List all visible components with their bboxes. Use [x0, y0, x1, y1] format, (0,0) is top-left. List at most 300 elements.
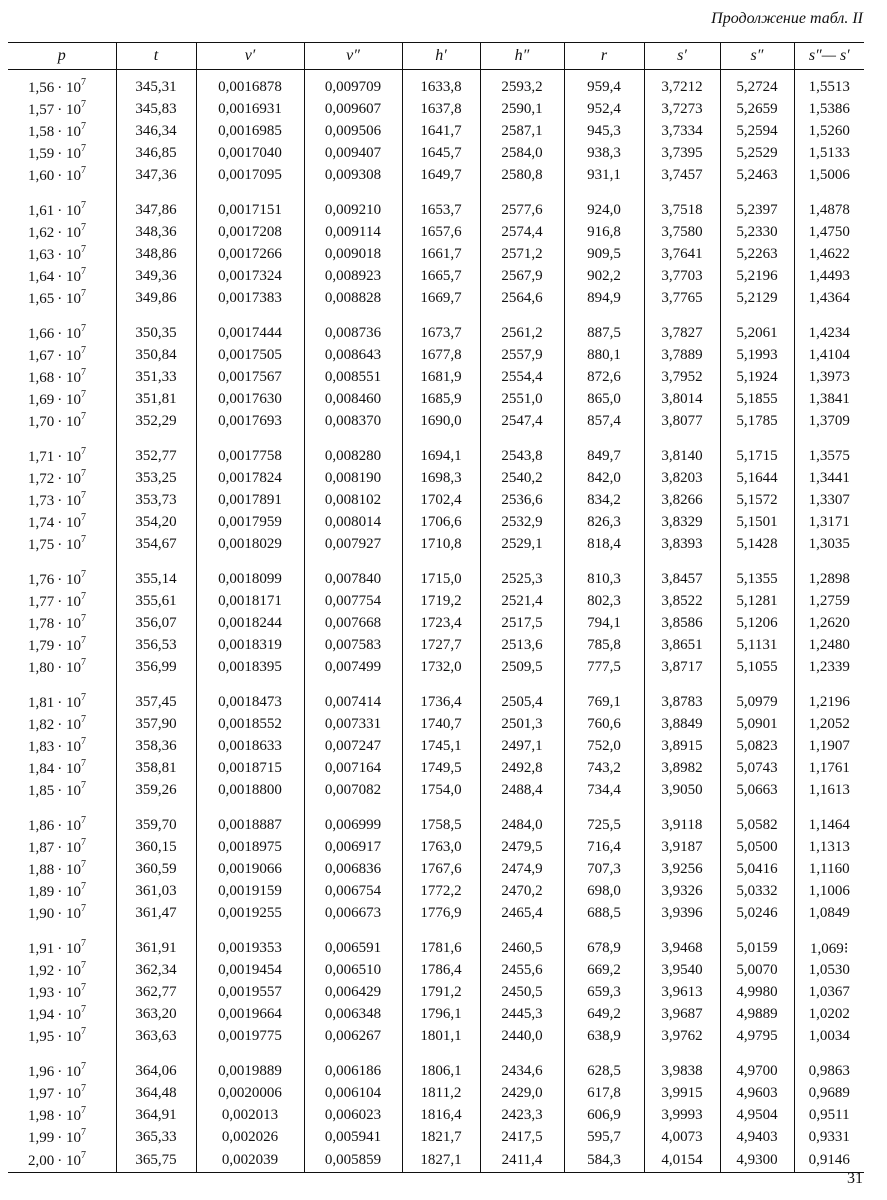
table-cell: 3,7641	[644, 243, 720, 265]
table-row	[8, 388, 864, 410]
pressure-exponent: 7	[81, 590, 86, 602]
table-cell: 348,86	[116, 243, 196, 265]
pressure-cell	[8, 445, 116, 467]
pressure-cell	[8, 814, 116, 836]
table-cell: 1,069⁝	[794, 937, 864, 959]
pressure-multiplier: · 10	[57, 1129, 81, 1146]
table-cell: 1698,3	[402, 467, 480, 489]
pressure-cell	[8, 691, 116, 713]
table-cell: 3,8266	[644, 489, 720, 511]
table-cell: 362,77	[116, 981, 196, 1003]
table-cell: 0,0017959	[196, 511, 304, 533]
table-cell: 909,5	[564, 243, 644, 265]
table-cell: 0,008736	[304, 322, 402, 344]
pressure-mantissa: 1,68	[28, 369, 55, 386]
spacer-cell	[480, 801, 564, 814]
table-cell: 1736,4	[402, 691, 480, 713]
table-cell: 2540,2	[480, 467, 564, 489]
table-row	[8, 1104, 864, 1126]
table-cell: 2465,4	[480, 902, 564, 924]
table-cell: 0,0017444	[196, 322, 304, 344]
pressure-mantissa: 1,88	[28, 861, 55, 878]
table-cell: 595,7	[564, 1126, 644, 1148]
pressure-cell	[8, 656, 116, 678]
table-cell: 5,0416	[720, 858, 794, 880]
table-cell: 0,0017095	[196, 164, 304, 186]
table-row	[8, 634, 864, 656]
table-cell: 4,9795	[720, 1025, 794, 1047]
table-cell: 345,83	[116, 98, 196, 120]
pressure-multiplier: · 10	[57, 615, 81, 632]
table-cell: 361,47	[116, 902, 196, 924]
pressure-exponent: 7	[81, 410, 86, 422]
spacer-cell	[402, 186, 480, 199]
table-cell: 1786,4	[402, 959, 480, 981]
pressure-mantissa: 1,87	[28, 839, 55, 856]
table-cell: 2593,2	[480, 70, 564, 99]
table-cell: 2450,5	[480, 981, 564, 1003]
table-cell: 887,5	[564, 322, 644, 344]
pressure-mantissa: 1,74	[28, 514, 55, 531]
column-header: t	[116, 43, 196, 70]
spacer-cell	[196, 555, 304, 568]
spacer-cell	[8, 924, 116, 937]
table-cell: 5,1785	[720, 410, 794, 432]
table-cell: 5,1993	[720, 344, 794, 366]
table-cell: 678,9	[564, 937, 644, 959]
table-cell: 2547,4	[480, 410, 564, 432]
table-cell: 3,7273	[644, 98, 720, 120]
table-cell: 361,03	[116, 880, 196, 902]
table-cell: 1,3709	[794, 410, 864, 432]
table-row	[8, 287, 864, 309]
table-cell: 0,0019664	[196, 1003, 304, 1025]
table-cell: 356,07	[116, 612, 196, 634]
group-spacer	[8, 924, 864, 937]
table-cell: 0,0019557	[196, 981, 304, 1003]
table-row	[8, 902, 864, 924]
table-cell: 0,008923	[304, 265, 402, 287]
table-cell: 365,33	[116, 1126, 196, 1148]
pressure-exponent: 7	[81, 1060, 86, 1072]
pressure-multiplier: · 10	[57, 962, 81, 979]
spacer-cell	[644, 678, 720, 691]
pressure-exponent: 7	[81, 959, 86, 971]
table-cell: 5,1715	[720, 445, 794, 467]
table-cell: 1690,0	[402, 410, 480, 432]
table-cell: 3,8457	[644, 568, 720, 590]
table-row	[8, 120, 864, 142]
table-cell: 2501,3	[480, 713, 564, 735]
pressure-exponent: 7	[81, 265, 86, 277]
spacer-cell	[720, 678, 794, 691]
table-cell: 0,002013	[196, 1104, 304, 1126]
table-cell: 5,0979	[720, 691, 794, 713]
table-cell: 2484,0	[480, 814, 564, 836]
table-row	[8, 511, 864, 533]
table-cell: 1,5133	[794, 142, 864, 164]
table-cell: 5,0582	[720, 814, 794, 836]
table-cell: 0,008828	[304, 287, 402, 309]
spacer-cell	[196, 801, 304, 814]
spacer-cell	[794, 678, 864, 691]
pressure-exponent: 7	[81, 1025, 86, 1037]
pressure-multiplier: · 10	[57, 514, 81, 531]
pressure-cell	[8, 120, 116, 142]
table-cell: 0,0017824	[196, 467, 304, 489]
table-cell: 5,2263	[720, 243, 794, 265]
pressure-multiplier: · 10	[57, 637, 81, 654]
spacer-cell	[8, 432, 116, 445]
table-cell: 0,0017693	[196, 410, 304, 432]
table-cell: 1677,8	[402, 344, 480, 366]
pressure-cell	[8, 287, 116, 309]
table-cell: 0,006104	[304, 1082, 402, 1104]
pressure-multiplier: · 10	[57, 246, 81, 263]
table-cell: 0,0016878	[196, 70, 304, 99]
table-cell: 3,7952	[644, 366, 720, 388]
table-cell: 0,007164	[304, 757, 402, 779]
pressure-exponent: 7	[81, 880, 86, 892]
table-row	[8, 164, 864, 186]
pressure-exponent: 7	[81, 814, 86, 826]
steam-properties-table	[8, 42, 864, 1173]
table-cell: 0,009709	[304, 70, 402, 99]
spacer-cell	[116, 1047, 196, 1060]
table-cell: 3,7765	[644, 287, 720, 309]
table-cell: 2536,6	[480, 489, 564, 511]
pressure-cell	[8, 142, 116, 164]
table-cell: 826,3	[564, 511, 644, 533]
pressure-cell	[8, 344, 116, 366]
table-cell: 2580,8	[480, 164, 564, 186]
pressure-cell	[8, 221, 116, 243]
table-cell: 0,006429	[304, 981, 402, 1003]
table-cell: 5,2594	[720, 120, 794, 142]
pressure-mantissa: 1,99	[28, 1129, 55, 1146]
table-row	[8, 757, 864, 779]
pressure-multiplier: · 10	[57, 167, 81, 184]
table-cell: 1685,9	[402, 388, 480, 410]
table-cell: 0,006267	[304, 1025, 402, 1047]
spacer-cell	[196, 678, 304, 691]
table-cell: 1,3307	[794, 489, 864, 511]
table-cell: 356,53	[116, 634, 196, 656]
table-cell: 0,007840	[304, 568, 402, 590]
pressure-mantissa: 1,77	[28, 593, 55, 610]
table-cell: 5,2330	[720, 221, 794, 243]
pressure-cell	[8, 467, 116, 489]
pressure-exponent: 7	[81, 445, 86, 457]
pressure-exponent: 7	[81, 98, 86, 110]
pressure-mantissa: 1,58	[28, 123, 55, 140]
table-cell: 0,0018800	[196, 779, 304, 801]
table-row	[8, 981, 864, 1003]
table-cell: 1694,1	[402, 445, 480, 467]
column-header: p	[8, 43, 116, 70]
pressure-mantissa: 1,79	[28, 637, 55, 654]
table-cell: 3,7827	[644, 322, 720, 344]
pressure-mantissa: 1,65	[28, 290, 55, 307]
pressure-multiplier: · 10	[57, 659, 81, 676]
table-cell: 0,006023	[304, 1104, 402, 1126]
table-cell: 1,4750	[794, 221, 864, 243]
pressure-exponent: 7	[81, 164, 86, 176]
table-cell: 2521,4	[480, 590, 564, 612]
table-cell: 1,2052	[794, 713, 864, 735]
table-cell: 1669,7	[402, 287, 480, 309]
table-cell: 0,006510	[304, 959, 402, 981]
table-cell: 0,0017383	[196, 287, 304, 309]
table-cell: 0,0019066	[196, 858, 304, 880]
pressure-cell	[8, 98, 116, 120]
spacer-cell	[8, 309, 116, 322]
column-header: r	[564, 43, 644, 70]
table-cell: 857,4	[564, 410, 644, 432]
pressure-multiplier: · 10	[57, 839, 81, 856]
table-cell: 362,34	[116, 959, 196, 981]
table-cell: 0,009607	[304, 98, 402, 120]
table-row	[8, 959, 864, 981]
table-cell: 356,99	[116, 656, 196, 678]
spacer-cell	[794, 555, 864, 568]
table-cell: 1,4234	[794, 322, 864, 344]
spacer-cell	[644, 432, 720, 445]
table-row	[8, 322, 864, 344]
table-cell: 1727,7	[402, 634, 480, 656]
pressure-exponent: 7	[81, 937, 86, 949]
pressure-mantissa: 1,94	[28, 1006, 55, 1023]
spacer-cell	[304, 555, 402, 568]
pressure-cell	[8, 981, 116, 1003]
pressure-cell	[8, 634, 116, 656]
pressure-multiplier: · 10	[57, 268, 81, 285]
pressure-mantissa: 1,83	[28, 738, 55, 755]
table-cell: 353,73	[116, 489, 196, 511]
table-cell: 5,0500	[720, 836, 794, 858]
table-row	[8, 1082, 864, 1104]
pressure-mantissa: 1,95	[28, 1028, 55, 1045]
table-cell: 0,0019454	[196, 959, 304, 981]
table-cell: 3,9118	[644, 814, 720, 836]
spacer-cell	[196, 432, 304, 445]
table-cell: 354,67	[116, 533, 196, 555]
table-cell: 0,0017505	[196, 344, 304, 366]
table-cell: 1,4493	[794, 265, 864, 287]
pressure-exponent: 7	[81, 1126, 86, 1138]
spacer-cell	[794, 432, 864, 445]
pressure-mantissa: 1,60	[28, 167, 55, 184]
spacer-cell	[480, 309, 564, 322]
pressure-multiplier: · 10	[57, 448, 81, 465]
table-cell: 1710,8	[402, 533, 480, 555]
table-cell: 3,9540	[644, 959, 720, 981]
spacer-cell	[644, 309, 720, 322]
table-cell: 2517,5	[480, 612, 564, 634]
table-cell: 1,3171	[794, 511, 864, 533]
table-cell: 0,007499	[304, 656, 402, 678]
spacer-cell	[794, 1047, 864, 1060]
pressure-cell	[8, 322, 116, 344]
spacer-cell	[304, 432, 402, 445]
pressure-multiplier: · 10	[57, 536, 81, 553]
pressure-mantissa: 1,72	[28, 470, 55, 487]
spacer-cell	[480, 186, 564, 199]
table-cell: 364,48	[116, 1082, 196, 1104]
pressure-multiplier: · 10	[57, 369, 81, 386]
pressure-mantissa: 1,78	[28, 615, 55, 632]
table-row	[8, 735, 864, 757]
spacer-cell	[644, 801, 720, 814]
table-cell: 1776,9	[402, 902, 480, 924]
spacer-cell	[304, 801, 402, 814]
table-cell: 0,007668	[304, 612, 402, 634]
spacer-cell	[196, 1047, 304, 1060]
table-cell: 0,0017208	[196, 221, 304, 243]
pressure-cell	[8, 70, 116, 99]
spacer-cell	[304, 1047, 402, 1060]
table-cell: 1,1006	[794, 880, 864, 902]
spacer-cell	[8, 555, 116, 568]
table-cell: 1,4364	[794, 287, 864, 309]
table-cell: 346,34	[116, 120, 196, 142]
table-cell: 0,006754	[304, 880, 402, 902]
table-cell: 3,7580	[644, 221, 720, 243]
pressure-mantissa: 1,63	[28, 246, 55, 263]
table-cell: 5,0070	[720, 959, 794, 981]
group-spacer	[8, 678, 864, 691]
table-cell: 802,3	[564, 590, 644, 612]
table-cell: 352,29	[116, 410, 196, 432]
table-cell: 1732,0	[402, 656, 480, 678]
pressure-multiplier: · 10	[57, 883, 81, 900]
pressure-multiplier: · 10	[57, 391, 81, 408]
pressure-exponent: 7	[81, 1082, 86, 1094]
table-cell: 1,4104	[794, 344, 864, 366]
pressure-exponent: 7	[81, 388, 86, 400]
pressure-exponent: 7	[81, 836, 86, 848]
column-header: s″	[720, 43, 794, 70]
spacer-cell	[644, 924, 720, 937]
table-row	[8, 445, 864, 467]
table-cell: 1645,7	[402, 142, 480, 164]
group-spacer	[8, 309, 864, 322]
pressure-mantissa: 1,57	[28, 101, 55, 118]
table-cell: 931,1	[564, 164, 644, 186]
table-row	[8, 590, 864, 612]
spacer-cell	[564, 555, 644, 568]
table-cell: 4,9504	[720, 1104, 794, 1126]
table-cell: 842,0	[564, 467, 644, 489]
pressure-exponent: 7	[81, 1104, 86, 1116]
table-cell: 0,002026	[196, 1126, 304, 1148]
table-row	[8, 98, 864, 120]
spacer-cell	[720, 309, 794, 322]
pressure-cell	[8, 366, 116, 388]
table-cell: 359,26	[116, 779, 196, 801]
table-cell: 3,7395	[644, 142, 720, 164]
table-cell: 0,0017630	[196, 388, 304, 410]
table-cell: 1673,7	[402, 322, 480, 344]
table-cell: 1,4878	[794, 199, 864, 221]
pressure-cell	[8, 1003, 116, 1025]
table-cell: 0,0017324	[196, 265, 304, 287]
spacer-cell	[794, 924, 864, 937]
group-spacer	[8, 432, 864, 445]
table-cell: 5,1572	[720, 489, 794, 511]
pressure-mantissa: 1,81	[28, 694, 55, 711]
table-cell: 785,8	[564, 634, 644, 656]
table-cell: 355,61	[116, 590, 196, 612]
pressure-exponent: 7	[81, 322, 86, 334]
table-cell: 0,0017266	[196, 243, 304, 265]
table-row	[8, 199, 864, 221]
table-cell: 5,1644	[720, 467, 794, 489]
spacer-cell	[8, 801, 116, 814]
table-cell: 357,90	[116, 713, 196, 735]
table-cell: 1,2620	[794, 612, 864, 634]
pressure-multiplier: · 10	[57, 782, 81, 799]
table-cell: 818,4	[564, 533, 644, 555]
table-cell: 1723,4	[402, 612, 480, 634]
table-cell: 3,8717	[644, 656, 720, 678]
pressure-multiplier: · 10	[57, 716, 81, 733]
table-cell: 2411,4	[480, 1148, 564, 1173]
table-cell: 3,9915	[644, 1082, 720, 1104]
pressure-exponent: 7	[81, 1003, 86, 1015]
table-cell: 0,008190	[304, 467, 402, 489]
table-cell: 2525,3	[480, 568, 564, 590]
table-cell: 769,1	[564, 691, 644, 713]
spacer-cell	[304, 186, 402, 199]
column-header: h′	[402, 43, 480, 70]
table-cell: 5,0823	[720, 735, 794, 757]
table-cell: 3,8915	[644, 735, 720, 757]
spacer-cell	[720, 801, 794, 814]
spacer-cell	[794, 801, 864, 814]
spacer-cell	[402, 309, 480, 322]
table-cell: 358,36	[116, 735, 196, 757]
table-row	[8, 142, 864, 164]
table-cell: 1,0034	[794, 1025, 864, 1047]
table-row	[8, 779, 864, 801]
pressure-multiplier: · 10	[57, 760, 81, 777]
spacer-cell	[564, 924, 644, 937]
table-cell: 5,2061	[720, 322, 794, 344]
table-cell: 1633,8	[402, 70, 480, 99]
table-cell: 0,9511	[794, 1104, 864, 1126]
pressure-mantissa: 1,64	[28, 268, 55, 285]
pressure-exponent: 7	[81, 287, 86, 299]
pressure-mantissa: 1,73	[28, 492, 55, 509]
spacer-cell	[720, 1047, 794, 1060]
table-cell: 357,45	[116, 691, 196, 713]
table-cell: 0,006348	[304, 1003, 402, 1025]
table-cell: 0,005941	[304, 1126, 402, 1148]
spacer-cell	[402, 678, 480, 691]
table-cell: 0,006999	[304, 814, 402, 836]
pressure-cell	[8, 959, 116, 981]
table-row	[8, 568, 864, 590]
table-cell: 1665,7	[402, 265, 480, 287]
table-cell: 2479,5	[480, 836, 564, 858]
spacer-cell	[402, 801, 480, 814]
table-cell: 3,7334	[644, 120, 720, 142]
pressure-exponent: 7	[81, 858, 86, 870]
table-cell: 0,0016985	[196, 120, 304, 142]
table-cell: 0,007583	[304, 634, 402, 656]
spacer-cell	[116, 678, 196, 691]
